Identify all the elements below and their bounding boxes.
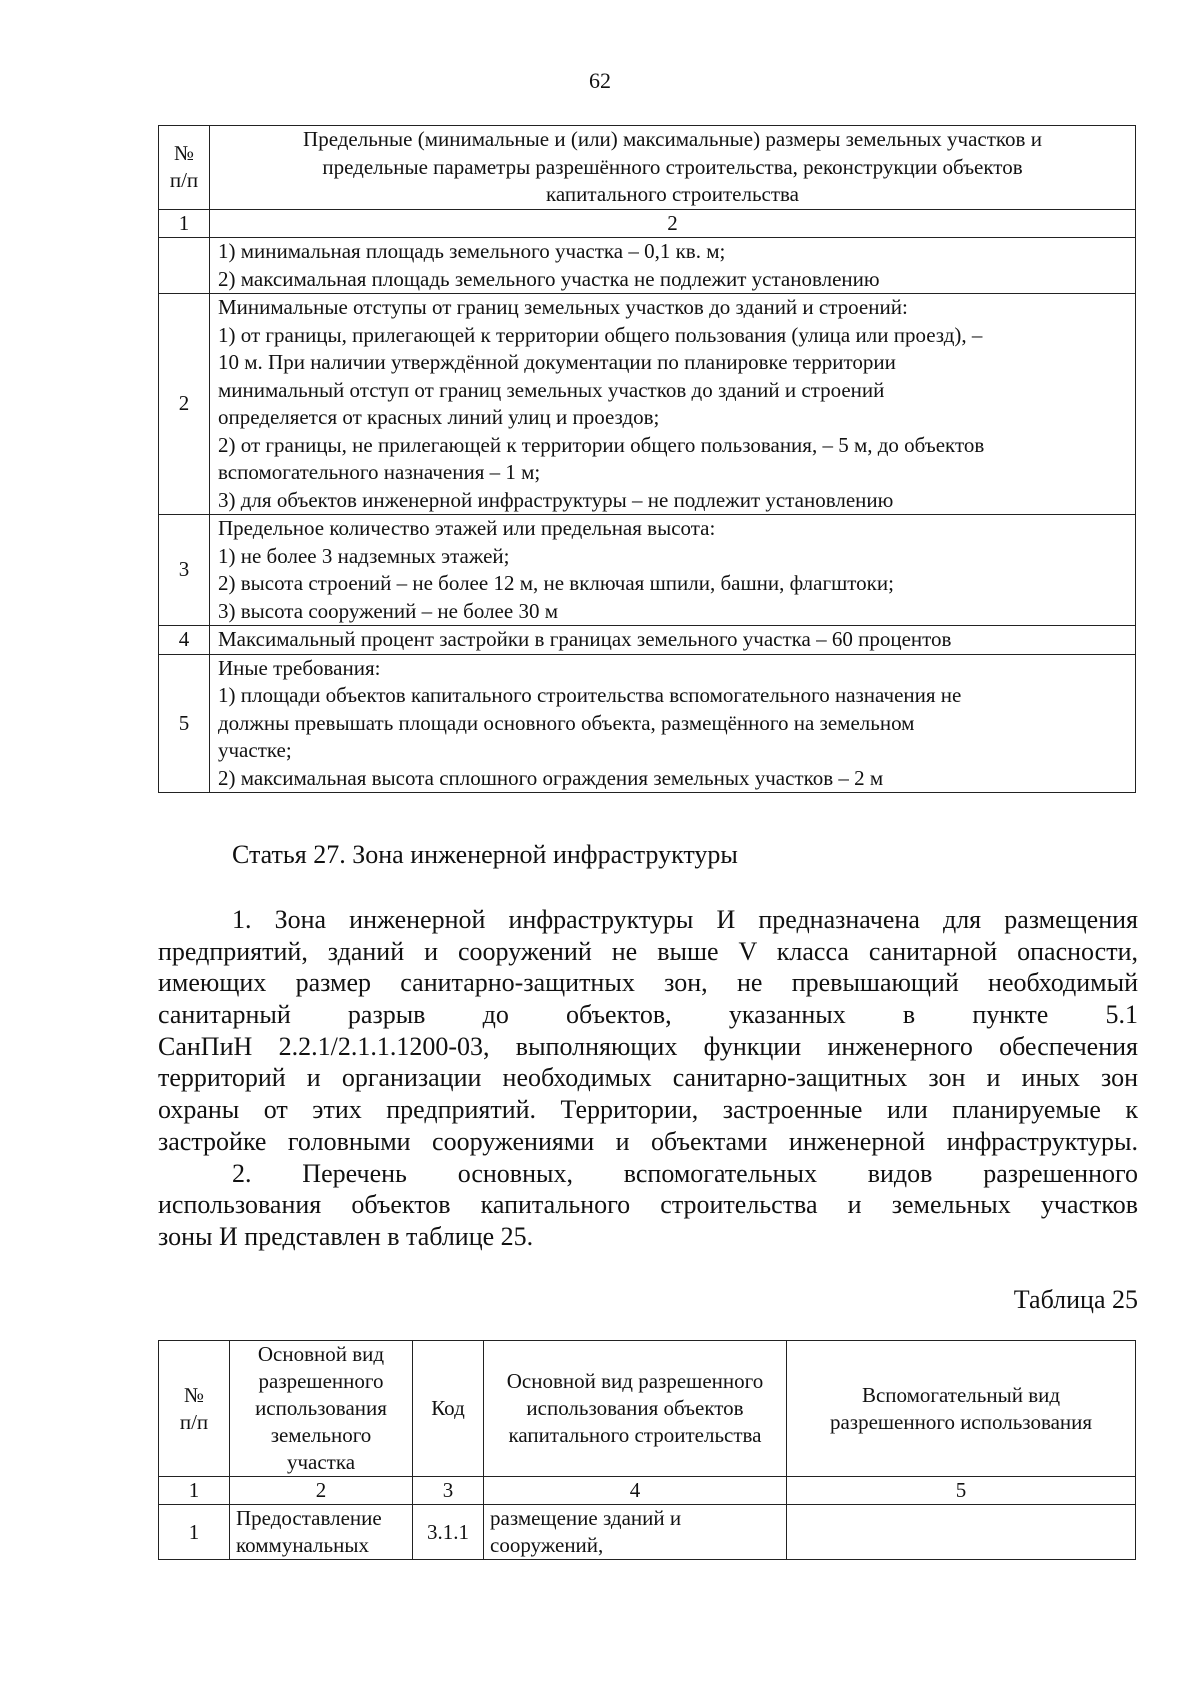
row-num: 1	[159, 1505, 230, 1560]
row-line: 1) не более 3 надземных этажей;	[218, 543, 510, 568]
row-line: Предельное количество этажей или предельная высота:	[218, 516, 716, 540]
row-num: 4	[159, 626, 210, 655]
table-row	[159, 1505, 1136, 1560]
row-line: 1) минимальная площадь земельного участка – 0,1 кв. м;	[218, 239, 726, 263]
row-line: 1) от границы, прилегающей к территории общего пользования (улица или проезд), –	[218, 322, 983, 347]
header-line: капитального строительства	[508, 1423, 762, 1447]
header-main-land-cell	[230, 1341, 413, 1477]
cell-line: Предоставление	[236, 1506, 382, 1530]
paragraph-line: охраны от этих предприятий. Территории, застроенные или планируемые к	[158, 1095, 1138, 1125]
row-num: 3	[159, 515, 210, 626]
cell-line: сооружений,	[490, 1533, 604, 1557]
page-number: 62	[589, 68, 611, 93]
row-line: участке;	[218, 738, 292, 762]
table-caption: Таблица 25	[1013, 1285, 1138, 1314]
header-line: использования объектов	[526, 1396, 744, 1420]
table-row	[159, 515, 1136, 626]
header-line: Основной вид	[257, 1342, 385, 1366]
row-line: 1) площади объектов капитального строительства вспомогательного назначения не	[218, 683, 962, 707]
table-header-row	[159, 126, 1136, 210]
paragraph-line: застройке головными сооружениями и объектами инженерной инфраструктуры.	[158, 1126, 1138, 1156]
cell-line: размещение зданий и	[490, 1506, 682, 1530]
row-content	[210, 626, 1136, 655]
index-cell: 2	[210, 209, 1136, 238]
header-line: Основной вид разрешенного	[506, 1369, 764, 1393]
index-cell: 3	[413, 1477, 484, 1505]
index-row	[159, 1477, 1136, 1505]
table-row	[159, 238, 1136, 294]
paragraph-line: 1. Зона инженерной инфраструктуры И предназначена для размещения	[232, 905, 1138, 934]
row-content	[210, 238, 1136, 294]
index-cell: 2	[230, 1477, 413, 1505]
header-code-cell	[413, 1341, 484, 1477]
paragraph-line: использования объектов капитального строительства и земельных участков	[158, 1190, 1138, 1220]
header-num-cell	[159, 1341, 230, 1477]
header-line: земельного	[270, 1423, 372, 1447]
cell-line: коммунальных	[236, 1533, 369, 1557]
paragraph-line: предприятий, зданий и сооружений не выше V класса санитарной опасности,	[158, 936, 1138, 966]
land-use-table	[158, 1340, 1136, 1560]
row-num	[159, 238, 210, 294]
index-cell: 1	[159, 209, 210, 238]
header-num-line: п/п	[169, 168, 199, 193]
row-aux-cell	[787, 1505, 1136, 1560]
header-title-line: капитального строительства	[546, 182, 799, 206]
row-line: 2) максимальная площадь земельного участка не подлежит установлению	[218, 266, 880, 291]
row-code-cell: 3.1.1	[413, 1505, 484, 1560]
header-line: разрешенного использования	[829, 1409, 1093, 1434]
row-line: Иные требования:	[218, 655, 381, 680]
row-land-cell	[230, 1505, 413, 1560]
table-row	[159, 626, 1136, 655]
row-line: 2) от границы, не прилегающей к территории общего пользования, – 5 м, до объектов	[218, 432, 985, 457]
index-cell: 5	[787, 1477, 1136, 1505]
header-line: Код	[431, 1396, 465, 1420]
index-cell: 4	[484, 1477, 787, 1505]
body-text	[158, 904, 1138, 1253]
header-title-line: предельные параметры разрешённого строительства, реконструкции объектов	[322, 154, 1023, 179]
row-line: Максимальный процент застройки в границах земельного участка – 60 процентов	[218, 627, 952, 651]
header-line: №	[183, 1382, 205, 1407]
row-line: Минимальные отступы от границ земельных участков до зданий и строений:	[218, 295, 908, 319]
index-row	[159, 209, 1136, 238]
row-content	[210, 515, 1136, 626]
paragraph-line: территорий и организации необходимых санитарно-защитных зон и иных зон	[158, 1063, 1138, 1093]
header-line: участка	[286, 1450, 356, 1474]
header-num-cell	[159, 126, 210, 210]
header-aux-cell	[787, 1341, 1136, 1477]
limits-table	[158, 125, 1136, 793]
header-line: п/п	[179, 1409, 209, 1434]
paragraph-line: СанПиН 2.2.1/2.1.1.1200-03, выполняющих функции инженерного обеспечения	[158, 1031, 1138, 1061]
row-line: определяется от красных линий улиц и проездов;	[218, 405, 660, 429]
header-title-cell	[210, 126, 1136, 210]
index-cell: 1	[159, 1477, 230, 1505]
table-row	[159, 294, 1136, 515]
paragraph-line: санитарный разрыв до объектов, указанных в пункте 5.1	[158, 1000, 1138, 1030]
row-num: 2	[159, 294, 210, 515]
header-title-line: Предельные (минимальные и (или) максимальные) размеры земельных участков и	[303, 127, 1042, 151]
row-line: 10 м. При наличии утверждённой документации по планировке территории	[218, 350, 896, 374]
table-row	[159, 654, 1136, 793]
row-content	[210, 294, 1136, 515]
header-main-capital-cell	[484, 1341, 787, 1477]
row-line: 2) высота строений – не более 12 м, не включая шпили, башни, флагштоки;	[218, 571, 894, 595]
paragraph-line: зоны И представлен в таблице 25.	[158, 1221, 534, 1251]
row-content	[210, 654, 1136, 793]
header-line: разрешенного	[258, 1369, 384, 1393]
row-line: должны превышать площади основного объекта, размещённого на земельном	[218, 710, 915, 735]
row-line: 3) для объектов инженерной инфраструктуры – не подлежит установлению	[218, 487, 894, 512]
row-line: минимальный отступ от границ земельных участков до зданий и строений	[218, 377, 885, 402]
row-line: 3) высота сооружений – не более 30 м	[218, 598, 558, 623]
header-line: использования	[255, 1396, 387, 1420]
row-line: 2) максимальная высота сплошного ограждения земельных участков – 2 м	[218, 765, 884, 790]
table-header-row	[159, 1341, 1136, 1477]
row-line: вспомогательного назначения – 1 м;	[218, 460, 541, 484]
paragraph-line: 2. Перечень основных, вспомогательных видов разрешенного	[232, 1158, 1138, 1188]
paragraph-line: имеющих размер санитарно-защитных зон, не превышающий необходимый	[158, 968, 1138, 998]
row-capital-cell	[484, 1505, 787, 1560]
header-num-line: №	[173, 140, 195, 165]
row-num: 5	[159, 654, 210, 793]
article-title: Статья 27. Зона инженерной инфраструктуры	[232, 840, 738, 869]
header-line: Вспомогательный вид	[861, 1382, 1061, 1407]
